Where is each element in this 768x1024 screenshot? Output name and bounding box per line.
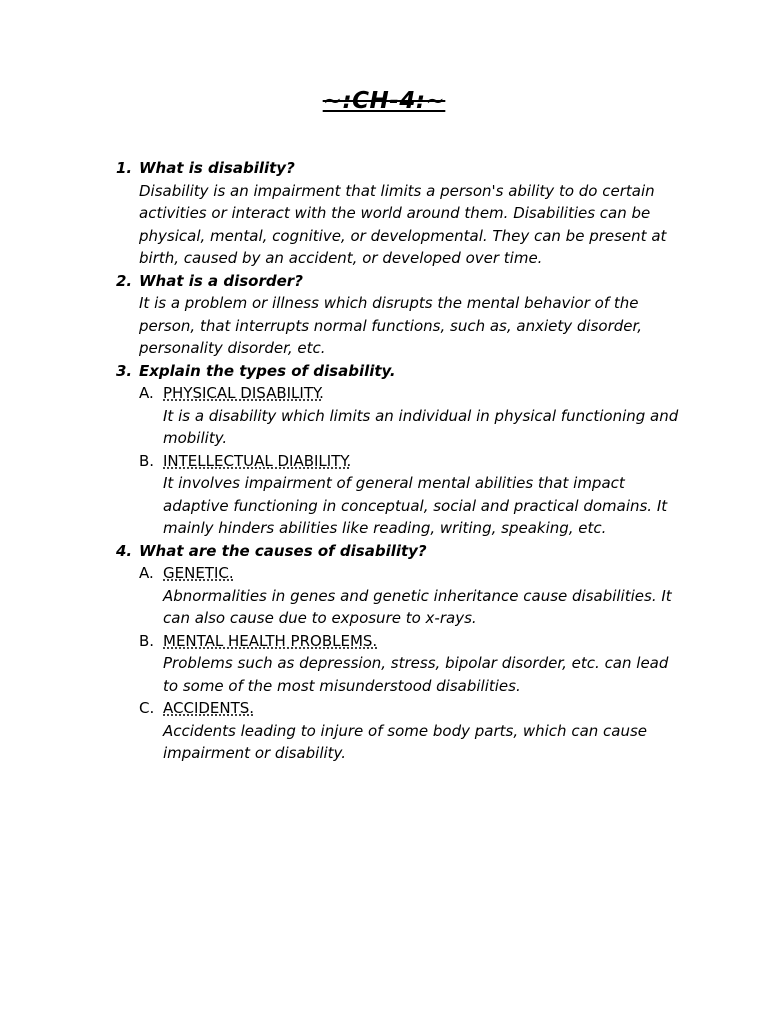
subitem bbox=[116, 562, 686, 630]
subitem-letter: C. bbox=[139, 699, 155, 717]
question-heading: Explain the types of disability. bbox=[139, 361, 396, 380]
question-number: 2. bbox=[116, 271, 133, 290]
subitem-letter: B. bbox=[139, 631, 155, 650]
answer-text: It is a problem or illness which disrupts the mental behavior of the person, that interrupts normal functions, such as, anxiety disorder, personality disorder, etc. bbox=[139, 294, 643, 357]
question-heading: What is a disorder? bbox=[139, 271, 303, 290]
question-item bbox=[116, 540, 686, 563]
document-title: ~:CH-4:~ bbox=[322, 88, 446, 114]
subitem bbox=[116, 382, 686, 450]
subitem-text: Abnormalities in genes and genetic inheritance cause disabilities. It can also cause due to exposure to x-rays. bbox=[163, 586, 672, 627]
subitem-text: Accidents leading to injure of some body parts, which can cause impairment or disability. bbox=[163, 721, 648, 762]
question-heading: What are the causes of disability? bbox=[139, 541, 427, 560]
question-list bbox=[116, 157, 686, 765]
subitem-heading: GENETIC. bbox=[163, 564, 234, 582]
question-item bbox=[116, 270, 686, 360]
subitem-letter: B. bbox=[139, 451, 155, 470]
subitem-text: Problems such as depression, stress, bipolar disorder, etc. can lead to some of the most misunderstood disabilities. bbox=[163, 654, 669, 695]
question-number: 4. bbox=[116, 541, 133, 560]
subitem bbox=[116, 697, 686, 765]
question-number: 1. bbox=[116, 159, 133, 177]
question-heading: What is disability? bbox=[139, 159, 295, 177]
subitem-heading: PHYSICAL DISABILITY. bbox=[163, 384, 324, 402]
subitem-list bbox=[116, 382, 686, 540]
subitem-letter: A. bbox=[139, 384, 154, 402]
subitem-heading: INTELLECTUAL DIABILITY. bbox=[163, 451, 352, 470]
subitem-list bbox=[116, 562, 686, 765]
question-item bbox=[116, 157, 686, 270]
subitem-letter: A. bbox=[139, 564, 154, 582]
subitem-text: It involves impairment of general mental abilities that impact adaptive functioning in conceptual, social and practical domains. It mainly hinders abilities like reading, writing, speaking, etc. bbox=[163, 474, 668, 537]
question-number: 3. bbox=[116, 361, 133, 380]
question-item bbox=[116, 360, 686, 383]
subitem bbox=[116, 630, 686, 698]
subitem bbox=[116, 450, 686, 540]
subitem-text: It is a disability which limits an individual in physical functioning and mobility. bbox=[163, 406, 679, 447]
subitem-heading: ACCIDENTS. bbox=[163, 699, 255, 717]
answer-text: Disability is an impairment that limits a person's ability to do certain activities or interact with the world around them. Disabilities can be physical, mental, cognitive, or developmental. They can be present at birth, caused by an accident, or developed over time. bbox=[139, 181, 667, 267]
subitem-heading: MENTAL HEALTH PROBLEMS. bbox=[163, 631, 378, 650]
